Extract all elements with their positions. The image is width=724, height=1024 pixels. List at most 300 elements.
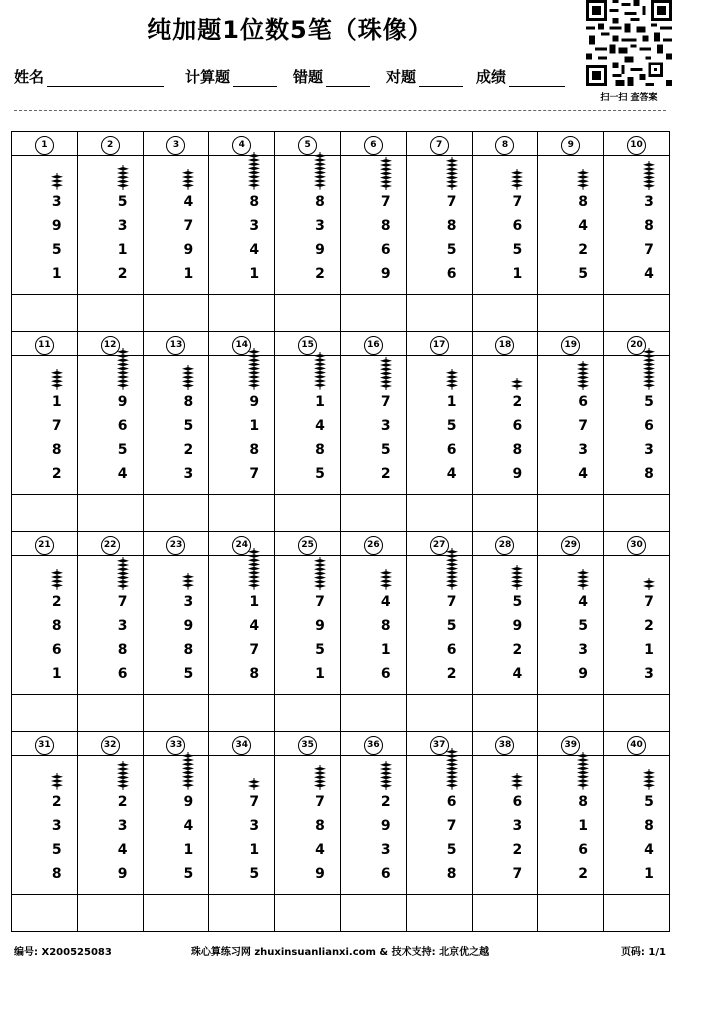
question-cell (77, 756, 143, 895)
score-label: 成绩 (476, 68, 507, 86)
addend: 5 (644, 794, 654, 810)
abacus-bead (380, 359, 392, 363)
answer-box[interactable] (77, 495, 143, 532)
abacus-bead-icon (116, 761, 130, 790)
abacus-bead (117, 775, 129, 779)
answer-box[interactable] (275, 695, 341, 732)
abacus-bead (577, 371, 589, 375)
question-cell (406, 756, 472, 895)
abacus-bead-icon (247, 152, 261, 190)
abacus-bead (380, 775, 392, 779)
abacus-bead (380, 571, 392, 575)
addend: 8 (644, 218, 654, 234)
addend: 8 (249, 442, 260, 458)
answer-box[interactable] (209, 295, 275, 332)
addend: 8 (315, 818, 325, 834)
addend: 3 (117, 218, 128, 234)
abacus-bead-icon (116, 557, 130, 590)
abacus-bead (577, 780, 589, 784)
answer-box[interactable] (538, 495, 604, 532)
answer-box[interactable] (340, 495, 406, 532)
question-cell (406, 556, 472, 695)
abacus-bead (314, 584, 326, 588)
addend: 2 (183, 442, 194, 458)
abacus-bead (643, 180, 655, 184)
question-cell (538, 556, 604, 695)
answer-box[interactable] (143, 495, 209, 532)
question-number: 2 (101, 136, 120, 155)
abacus-bead (511, 571, 523, 575)
addend: 2 (51, 594, 62, 610)
question-number-cell (472, 732, 538, 756)
addend: 5 (315, 466, 325, 482)
question-number-cell (275, 132, 341, 156)
question-number: 14 (232, 336, 251, 355)
answer-box[interactable] (275, 895, 341, 932)
addend: 2 (446, 666, 457, 682)
question-number-cell (538, 132, 604, 156)
abacus-bead-icon (445, 369, 459, 390)
abacus-bead (117, 350, 129, 354)
question-number-cell (143, 732, 209, 756)
abacus-bead (117, 171, 129, 175)
abacus-bead (643, 350, 655, 354)
question-cell (209, 556, 275, 695)
abacus-bead (182, 784, 194, 788)
abacus-bead (314, 563, 326, 567)
abacus-bead-icon (313, 352, 327, 390)
answer-box[interactable] (143, 695, 209, 732)
abacus-bead-icon (445, 548, 459, 590)
question-number: 15 (298, 336, 317, 355)
abacus-bead (117, 767, 129, 771)
abacus-bead (248, 580, 260, 584)
addend: 4 (249, 242, 260, 258)
abacus-bead (182, 584, 194, 588)
addend: 8 (446, 218, 457, 234)
question-number: 22 (101, 536, 120, 555)
abacus-bead (248, 171, 260, 175)
answer-box[interactable] (340, 295, 406, 332)
abacus-bead (380, 371, 392, 375)
question-number-cell (604, 532, 670, 556)
question-number: 7 (430, 136, 449, 155)
question-number-row (12, 732, 670, 756)
abacus-bead (314, 375, 326, 379)
abacus-bead (643, 354, 655, 358)
abacus-bead (182, 780, 194, 784)
total-input-line[interactable] (233, 68, 277, 87)
addend: 2 (512, 842, 523, 858)
addend: 3 (183, 594, 194, 610)
question-number-cell (143, 132, 209, 156)
abacus-bead (51, 571, 63, 575)
addend: 4 (117, 466, 128, 482)
abacus-bead (314, 559, 326, 563)
question-number-cell (275, 332, 341, 356)
abacus-bead (643, 771, 655, 775)
addend: 9 (315, 242, 325, 258)
abacus-bead (117, 380, 129, 384)
addend: 7 (578, 418, 589, 434)
answer-box[interactable] (604, 895, 670, 932)
addend: 3 (51, 818, 62, 834)
answer-box[interactable] (12, 295, 78, 332)
addend: 7 (183, 218, 194, 234)
question-number: 10 (627, 136, 646, 155)
answer-box[interactable] (604, 295, 670, 332)
addend: 1 (315, 666, 325, 682)
abacus-bead (446, 180, 458, 184)
question-number-cell (538, 332, 604, 356)
abacus-bead-icon (445, 157, 459, 190)
addend: 1 (578, 818, 589, 834)
footer-code: 编号: X200525083 (14, 947, 112, 958)
abacus-bead (643, 163, 655, 167)
addend: 6 (512, 218, 523, 234)
addend: 9 (117, 394, 128, 410)
abacus-bead (248, 559, 260, 563)
abacus-bead (643, 580, 655, 584)
addend: 5 (117, 194, 128, 210)
addend: 2 (117, 794, 128, 810)
addend: 4 (644, 266, 654, 282)
addend: 8 (51, 442, 62, 458)
abacus-bead-icon (379, 761, 393, 790)
answer-row (12, 695, 670, 732)
answer-box[interactable] (472, 295, 538, 332)
abacus-bead (380, 175, 392, 179)
abacus-bead (380, 767, 392, 771)
abacus-bead (577, 771, 589, 775)
addend: 7 (51, 418, 62, 434)
addend: 8 (117, 642, 128, 658)
abacus-bead (117, 363, 129, 367)
abacus-bead (314, 163, 326, 167)
addend: 2 (644, 618, 654, 634)
qr-code-icon (586, 0, 672, 86)
question-number: 12 (101, 336, 120, 355)
abacus-bead (511, 171, 523, 175)
abacus-bead (511, 784, 523, 788)
abacus-bead (643, 167, 655, 171)
question-number: 4 (232, 136, 251, 155)
student-info-row (14, 66, 586, 90)
abacus-bead (117, 580, 129, 584)
addend: 6 (380, 866, 391, 882)
abacus-bead (446, 771, 458, 775)
answer-box[interactable] (538, 695, 604, 732)
abacus-bead (248, 575, 260, 579)
abacus-bead (511, 180, 523, 184)
question-number-cell (406, 332, 472, 356)
qr-caption: 扫一扫 查答案 (600, 93, 658, 103)
abacus-bead (117, 567, 129, 571)
abacus-bead (446, 780, 458, 784)
name-input-line[interactable] (47, 68, 164, 87)
abacus-bead (446, 554, 458, 558)
abacus-bead-icon (181, 365, 195, 390)
abacus-bead (314, 359, 326, 363)
answer-box[interactable] (143, 895, 209, 932)
abacus-bead (577, 754, 589, 758)
abacus-bead (577, 767, 589, 771)
abacus-bead (380, 167, 392, 171)
addend: 4 (446, 466, 457, 482)
abacus-bead (380, 763, 392, 767)
abacus-bead (511, 380, 523, 384)
abacus-bead (446, 775, 458, 779)
abacus-bead-icon (313, 765, 327, 790)
addend: 3 (249, 218, 260, 234)
answer-box[interactable] (472, 695, 538, 732)
addend: 6 (117, 418, 128, 434)
abacus-bead (248, 371, 260, 375)
abacus-bead (380, 180, 392, 184)
question-cell (12, 156, 78, 295)
abacus-bead (248, 571, 260, 575)
answer-box[interactable] (209, 495, 275, 532)
question-cell (340, 756, 406, 895)
question-number-row (12, 132, 670, 156)
addend: 1 (380, 642, 391, 658)
question-number-cell (12, 732, 78, 756)
addend: 3 (183, 466, 194, 482)
addend: 6 (512, 418, 523, 434)
abacus-bead (511, 175, 523, 179)
answer-box[interactable] (406, 695, 472, 732)
abacus-bead (51, 775, 63, 779)
addend: 7 (117, 594, 128, 610)
abacus-bead (51, 371, 63, 375)
answer-box[interactable] (77, 295, 143, 332)
question-number-cell (12, 132, 78, 156)
abacus-bead (314, 180, 326, 184)
addend: 4 (644, 842, 654, 858)
addend: 7 (249, 794, 260, 810)
name-label: 姓名 (14, 68, 45, 86)
wrong-input-line[interactable] (326, 68, 370, 87)
addend: 8 (380, 218, 391, 234)
abacus-bead (248, 367, 260, 371)
abacus-bead (511, 567, 523, 571)
total-field (185, 66, 277, 87)
abacus-bead (446, 375, 458, 379)
answer-box[interactable] (406, 295, 472, 332)
addend: 9 (249, 394, 260, 410)
abacus-bead (380, 584, 392, 588)
addend: 3 (644, 442, 654, 458)
answer-box[interactable] (406, 495, 472, 532)
answer-box[interactable] (340, 695, 406, 732)
addend: 4 (117, 842, 128, 858)
abacus-bead (182, 759, 194, 763)
question-number-cell (604, 332, 670, 356)
addend: 8 (644, 466, 654, 482)
question-number-cell (340, 532, 406, 556)
answer-box[interactable] (77, 695, 143, 732)
abacus-bead (51, 380, 63, 384)
addend: 4 (578, 466, 589, 482)
abacus-bead (117, 563, 129, 567)
question-cell (340, 556, 406, 695)
abacus-bead (314, 171, 326, 175)
wrong-label: 错题 (293, 68, 324, 86)
question-number-cell (472, 532, 538, 556)
question-number-cell (538, 732, 604, 756)
question-number-cell (604, 732, 670, 756)
abacus-bead (577, 384, 589, 388)
question-cell (604, 756, 670, 895)
answer-box[interactable] (12, 695, 78, 732)
abacus-bead (511, 580, 523, 584)
answer-box[interactable] (604, 695, 670, 732)
abacus-bead-icon (576, 169, 590, 190)
abacus-bead (446, 159, 458, 163)
question-number: 40 (627, 736, 646, 755)
abacus-bead (511, 184, 523, 188)
abacus-bead (314, 354, 326, 358)
abacus-bead (643, 780, 655, 784)
abacus-bead (380, 784, 392, 788)
right-label: 对题 (386, 68, 417, 86)
question-number: 21 (35, 536, 54, 555)
question-number: 11 (35, 336, 54, 355)
abacus-bead-icon (50, 369, 64, 390)
right-input-line[interactable] (419, 68, 463, 87)
abacus-bead (446, 163, 458, 167)
addend: 7 (446, 594, 457, 610)
addend: 1 (446, 394, 457, 410)
abacus-bead (643, 367, 655, 371)
abacus-bead-icon (50, 173, 64, 190)
addend: 5 (512, 242, 523, 258)
abacus-bead (577, 584, 589, 588)
addend: 9 (183, 794, 194, 810)
abacus-bead (182, 375, 194, 379)
answer-box[interactable] (538, 295, 604, 332)
question-cell (604, 156, 670, 295)
question-number: 24 (232, 536, 251, 555)
answer-box[interactable] (275, 495, 341, 532)
answer-box[interactable] (209, 695, 275, 732)
addend: 1 (249, 842, 260, 858)
abacus-bead-icon (379, 357, 393, 390)
addend: 6 (446, 642, 457, 658)
abacus-bead (577, 175, 589, 179)
answer-box[interactable] (472, 895, 538, 932)
abacus-bead (248, 380, 260, 384)
question-cell (275, 756, 341, 895)
score-input-line[interactable] (509, 68, 565, 87)
addend: 5 (512, 594, 523, 610)
answer-box[interactable] (538, 895, 604, 932)
addend: 2 (512, 642, 523, 658)
abacus-bead (117, 367, 129, 371)
question-number: 13 (166, 336, 185, 355)
abacus-bead (248, 567, 260, 571)
addend: 9 (380, 818, 391, 834)
abacus-bead (182, 754, 194, 758)
answer-box[interactable] (406, 895, 472, 932)
addend: 1 (51, 394, 62, 410)
answer-box[interactable] (143, 295, 209, 332)
question-number: 28 (495, 536, 514, 555)
abacus-bead-icon (510, 378, 524, 390)
question-number-row (12, 532, 670, 556)
addend: 2 (578, 242, 589, 258)
abacus-bead (577, 171, 589, 175)
question-number-cell (143, 532, 209, 556)
abacus-bead (182, 384, 194, 388)
addend: 9 (315, 866, 325, 882)
abacus-bead (577, 763, 589, 767)
abacus-bead (446, 563, 458, 567)
question-number: 38 (495, 736, 514, 755)
answer-box[interactable] (209, 895, 275, 932)
addend: 3 (380, 418, 391, 434)
question-cell (538, 156, 604, 295)
abacus-bead (380, 171, 392, 175)
addend: 7 (315, 794, 325, 810)
abacus-bead (643, 171, 655, 175)
question-cell (275, 556, 341, 695)
addend: 2 (380, 794, 391, 810)
abacus-bead (446, 184, 458, 188)
answer-box[interactable] (604, 495, 670, 532)
addend: 7 (249, 466, 260, 482)
abacus-bead (314, 175, 326, 179)
addend: 8 (183, 642, 194, 658)
question-number-cell (77, 532, 143, 556)
addend: 5 (446, 842, 457, 858)
abacus-bead (51, 384, 63, 388)
answer-box[interactable] (77, 895, 143, 932)
answer-box[interactable] (275, 295, 341, 332)
abacus-bead (446, 763, 458, 767)
right-field (386, 66, 463, 87)
abacus-bead-icon (313, 557, 327, 590)
abacus-bead (380, 363, 392, 367)
addend: 7 (249, 642, 260, 658)
page-title: 纯加题1位数5笔（珠像） (147, 16, 433, 44)
abacus-bead (117, 575, 129, 579)
addend: 4 (380, 594, 391, 610)
addend: 1 (249, 266, 260, 282)
answer-box[interactable] (472, 495, 538, 532)
abacus-bead (446, 759, 458, 763)
answer-box[interactable] (340, 895, 406, 932)
abacus-bead (380, 780, 392, 784)
answer-box[interactable] (12, 495, 78, 532)
abacus-bead (117, 384, 129, 388)
abacus-bead (380, 375, 392, 379)
question-number-cell (406, 132, 472, 156)
abacus-bead (446, 384, 458, 388)
abacus-bead-icon (642, 578, 656, 590)
abacus-bead (117, 780, 129, 784)
answer-box[interactable] (12, 895, 78, 932)
question-number: 34 (232, 736, 251, 755)
question-number: 19 (561, 336, 580, 355)
abacus-bead (314, 380, 326, 384)
question-row (12, 556, 670, 695)
abacus-bead (511, 584, 523, 588)
addend: 6 (51, 642, 62, 658)
addend: 2 (51, 466, 62, 482)
addend: 8 (51, 866, 62, 882)
addend: 9 (51, 218, 62, 234)
